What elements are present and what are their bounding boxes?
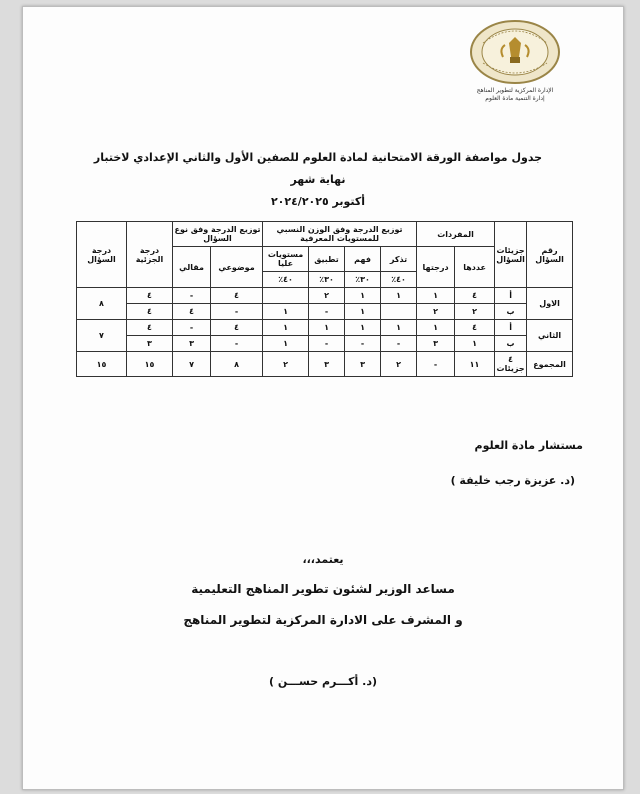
col-count: عددها: [455, 247, 495, 288]
cell-understand: -: [345, 336, 381, 352]
approve-label: يعتمد،،،: [302, 553, 344, 566]
total-apply: ٣: [309, 352, 345, 377]
cell-objective: -: [211, 304, 263, 320]
col-recall: تذكر: [381, 247, 417, 272]
col-by-type: توزيع الدرجة وفق نوع السؤال: [173, 222, 263, 247]
header-row-1: [77, 222, 573, 247]
pct-higher: ٤٠٪: [263, 272, 309, 288]
cell-part-score: ٤: [127, 304, 173, 320]
department-caption: الإدارة المركزية لتطوير المناهج إدارة التنمية مادة العلوم: [476, 87, 554, 102]
cell-higher: ١: [263, 320, 309, 336]
cell-recall: -: [381, 336, 417, 352]
cell-essay: -: [173, 288, 211, 304]
assistant-name: (د. أكـــرم حســـن ): [268, 675, 378, 688]
cell-recall: [381, 304, 417, 320]
cell-essay: -: [173, 320, 211, 336]
total-q-score: ١٥: [77, 352, 127, 377]
ministry-seal-icon: [469, 19, 561, 85]
total-label: المجموع: [527, 352, 573, 377]
col-apply: تطبيق: [309, 247, 345, 272]
total-higher: ٢: [263, 352, 309, 377]
assistant-title-2: و المشرف على الادارة المركزية لتطوير المناهج: [183, 613, 463, 627]
pct-recall: ٤٠٪: [381, 272, 417, 288]
col-cognitive: توزيع الدرجة وفق الوزن النسبي للمستويات المعرفية: [263, 222, 417, 247]
spec-table: [76, 221, 573, 377]
total-essay: ٧: [173, 352, 211, 377]
table-row: [77, 304, 573, 320]
col-understand: فهم: [345, 247, 381, 272]
total-objective: ٨: [211, 352, 263, 377]
cell-objective: ٤: [211, 320, 263, 336]
assistant-title-1: مساعد الوزير لشئون تطوير المناهج التعليمية: [191, 582, 455, 596]
cell-count: ١: [455, 336, 495, 352]
cell-score: ٣: [417, 336, 455, 352]
row-label: الثاني: [527, 320, 573, 352]
cell-higher: ١: [263, 304, 309, 320]
cell-count: ٢: [455, 304, 495, 320]
cell-understand: ١: [345, 304, 381, 320]
title-line-1: جدول مواصفة الورقة الامتحانية لمادة العلوم للصفين الأول والثاني الإعدادي لاختبار نهاية شهر: [93, 151, 543, 186]
col-score: درجتها: [417, 247, 455, 288]
cell-score: ١: [417, 320, 455, 336]
table-row: [77, 320, 573, 336]
col-q-score: درجة السؤال: [77, 222, 127, 288]
cell-part: ب: [495, 336, 527, 352]
cell-apply: ٢: [309, 288, 345, 304]
pct-understand: ٣٠٪: [345, 272, 381, 288]
cell-higher: [263, 288, 309, 304]
col-parts: جزيئات السؤال: [495, 222, 527, 288]
cell-understand: ١: [345, 288, 381, 304]
cell-part-score: ٤: [127, 288, 173, 304]
cell-objective: -: [211, 336, 263, 352]
total-score: -: [417, 352, 455, 377]
total-row: [77, 352, 573, 377]
col-part-score: درجة الجزئية: [127, 222, 173, 288]
row-label: الاول: [527, 288, 573, 320]
total-count: ١١: [455, 352, 495, 377]
title-line-2: أكتوبر ٢٠٢٤/٢٠٢٥: [270, 195, 366, 208]
page-title: [83, 147, 553, 213]
cell-objective: ٤: [211, 288, 263, 304]
cell-score: ١: [417, 288, 455, 304]
cell-count: ٤: [455, 288, 495, 304]
document-page: [22, 6, 624, 790]
cell-essay: ٣: [173, 336, 211, 352]
cell-recall: ١: [381, 288, 417, 304]
cell-score: ٢: [417, 304, 455, 320]
cell-apply: -: [309, 336, 345, 352]
cell-part: أ: [495, 288, 527, 304]
total-part-score: ١٥: [127, 352, 173, 377]
total-understand: ٣: [345, 352, 381, 377]
cell-part: ب: [495, 304, 527, 320]
table-row: [77, 336, 573, 352]
col-vocab: المفردات: [417, 222, 495, 247]
cell-higher: ١: [263, 336, 309, 352]
cell-part: أ: [495, 320, 527, 336]
cell-apply: -: [309, 304, 345, 320]
col-essay: مقالي: [173, 247, 211, 288]
table-row: [77, 288, 573, 304]
advisor-title: مستشار مادة العلوم: [474, 439, 583, 452]
cell-apply: ١: [309, 320, 345, 336]
cell-understand: ١: [345, 320, 381, 336]
col-higher: مستويات عليا: [263, 247, 309, 272]
cell-recall: ١: [381, 320, 417, 336]
total-recall: ٢: [381, 352, 417, 377]
col-objective: موضوعي: [211, 247, 263, 288]
advisor-name: (د. عزيزة رجب خليفة ): [450, 474, 575, 487]
pct-apply: ٣٠٪: [309, 272, 345, 288]
cell-essay: ٤: [173, 304, 211, 320]
total-part: ٤ جزيئات: [495, 352, 527, 377]
col-q-no: رقم السؤال: [527, 222, 573, 288]
cell-q-score: ٧: [77, 320, 127, 352]
cell-part-score: ٣: [127, 336, 173, 352]
cell-part-score: ٤: [127, 320, 173, 336]
cell-count: ٤: [455, 320, 495, 336]
cell-q-score: ٨: [77, 288, 127, 320]
